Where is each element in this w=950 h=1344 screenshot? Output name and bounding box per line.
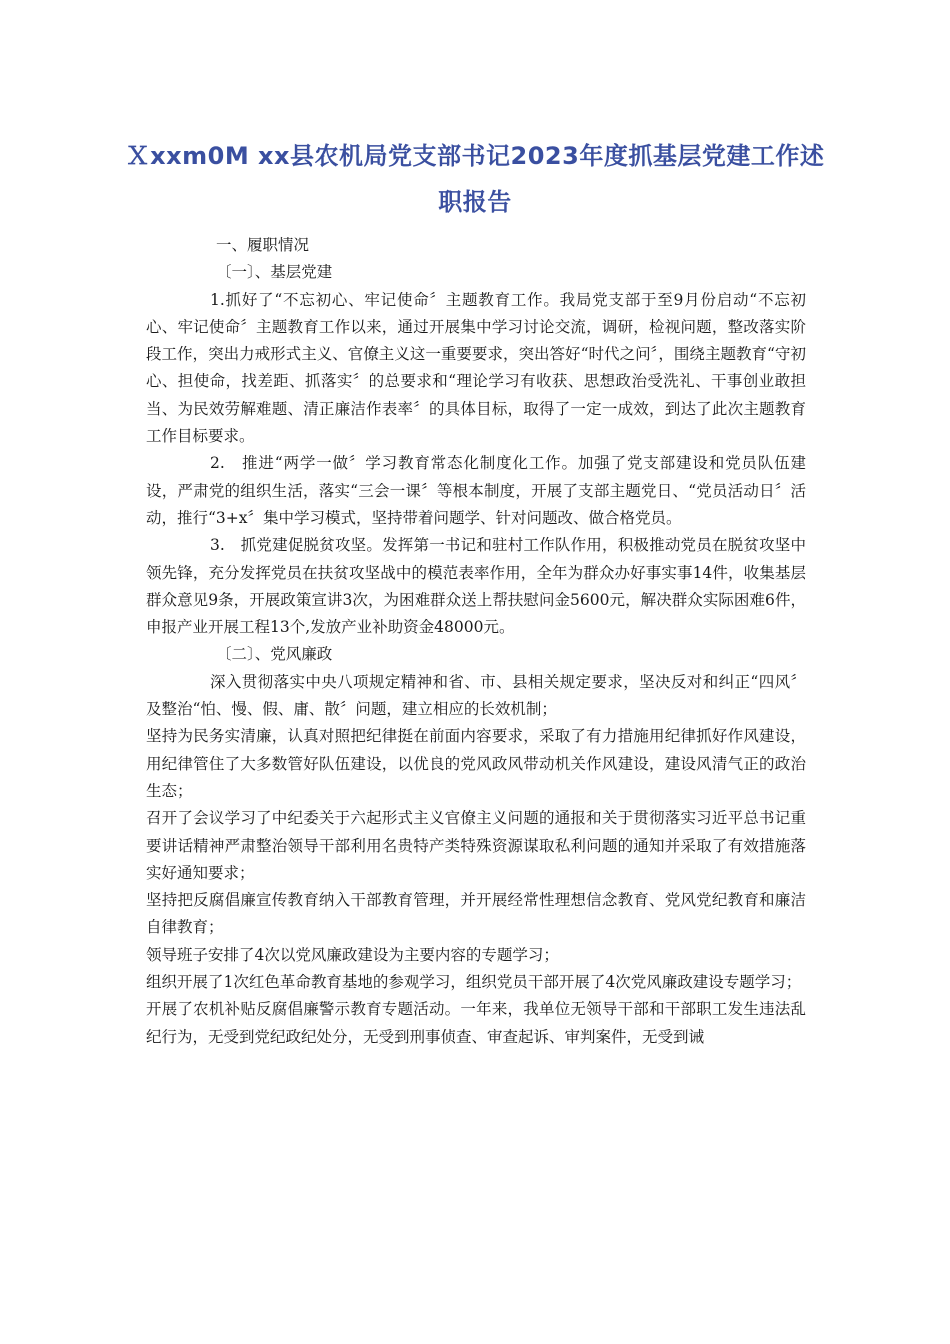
section-heading: 一、履职情况 (216, 236, 310, 254)
paragraph: 坚持为民务实清廉，认真对照把纪律挺在前面内容要求，采取了有力措施用纪律抓好作风建设，用纪律管住了大多数管好队伍建设，以优良的党风政风带动机关作风建设，建设风清气正的政治生态； (146, 727, 806, 800)
paragraph: 3. 抓党建促脱贫攻坚。发挥第一书记和驻村工作队作用，积极推动党员在脱贫攻坚中领先锋，充分发挥党员在扶贫攻坚战中的模范表率作用，全年为群众办好事实事14件，收集基层群众意见9条，开展政策宣讲3次，为困难群众送上帮扶慰问金5600元，解决群众实际困难6件，申报产业开展工程13个,发放产业补助资金48000元。 (146, 536, 806, 637)
paragraph: 深入贯彻落实中央八项规定精神和省、市、县相关规定要求，坚决反对和纠正“四风〞及整治“怕、慢、假、庸、散〞问题，建立相应的长效机制； (146, 672, 806, 719)
subsection-heading: 〔一〕、基层党建 (216, 263, 333, 282)
paragraph: 组织开展了1次红色革命教育基地的参观学习，组织党员干部开展了4次党风廉政建设专题学习； (146, 973, 802, 992)
paragraph: 2. 推进“两学一做〞学习教育常态化制度化工作。加强了党支部建设和党员队伍建设，严肃党的组织生活，落实“三会一课〞等根本制度，开展了支部主题党日、“党员活动日〞活动，推行“3+x〞集中学习模式，坚持带着问题学、针对问题改、做合格党员。 (146, 454, 806, 527)
paragraph: 召开了会议学习了中纪委关于六起形式主义官僚主义问题的通报和关于贯彻落实习近平总书记重要讲话精神严肃整治领导干部利用名贵特产类特殊资源谋取私利问题的通知并采取了有效措施落实好通知要求； (146, 809, 806, 882)
paragraph: 1.抓好了“不忘初心、牢记使命〞主题教育工作。我局党支部于至9月份启动“不忘初心、牢记使命〞主题教育工作以来，通过开展集中学习讨论交流，调研，检视问题，整改落实阶段工作，突出力戒形式主义、官僚主义这一重要要求，突出答好“时代之问〞，围绕主题教育“守初心、担使命，找差距、抓落实〞的总要求和“理论学习有收获、思想政治受洗礼、干事创业敢担当、为民效劳解难题、清正廉洁作表率〞的具体目标，取得了一定一成效，到达了此次主题教育工作目标要求。 (146, 290, 806, 446)
subsection-heading: 〔二〕、党风廉政 (216, 645, 333, 664)
paragraph: 开展了农机补贴反腐倡廉警示教育专题活动。一年来，我单位无领导干部和干部职工发生违法乱纪行为，无受到党纪政纪处分，无受到刑事侦查、审查起诉、审判案件，无受到诫 (146, 1000, 806, 1046)
paragraph: 坚持把反腐倡廉宣传教育纳入干部教育管理，并开展经常性理想信念教育、党风党纪教育和廉洁自律教育； (146, 891, 806, 937)
document-body (146, 232, 806, 1051)
paragraph: 领导班子安排了4次以党风廉政建设为主要内容的专题学习； (146, 945, 559, 964)
document-title: Ｘxxm0M xx县农机局党支部书记2023年度抓基层党建工作述职报告 (125, 142, 825, 216)
